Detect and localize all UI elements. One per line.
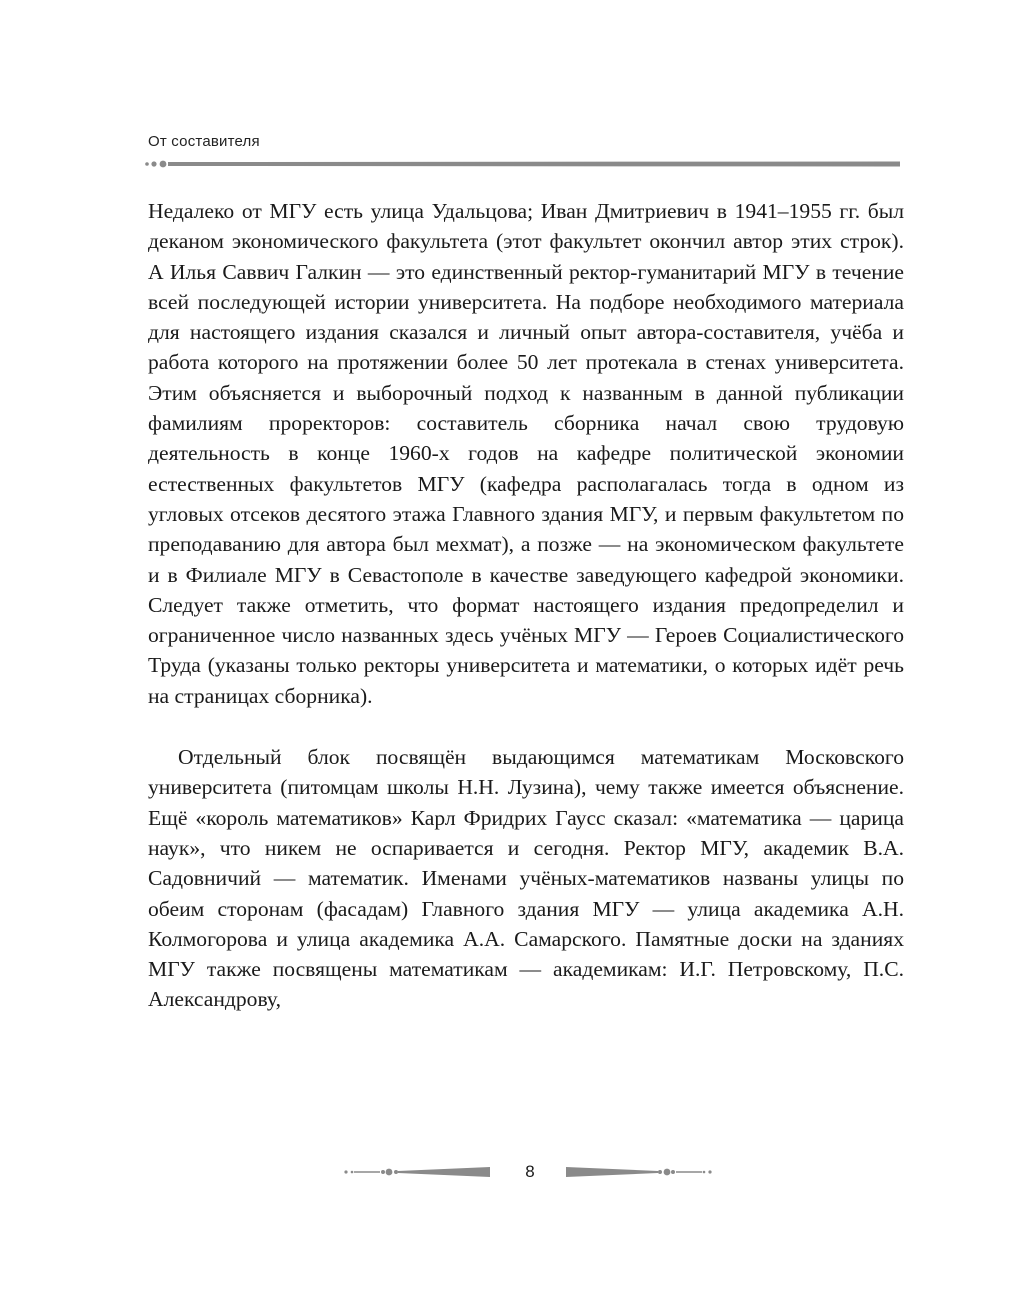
header-ornament-rule [144,156,904,172]
body-text [148,196,904,1015]
footer-ornament-left [340,1164,494,1180]
paragraph-2: Отдельный блок посвящён выдающимся математикам Московского университета (питомцам школы Н.Н. Лузина), чему также имеется объяснение. Ещё «король математиков» Карл Фридрих Гаусс сказал: «математика — царица наук», что никем не оспаривается и сегодня. Ректор МГУ, академик В.А. Садовничий — математик. Именами учёных-математиков названы улицы по обеим сторонам (фасадам) Главного здания МГУ — улица академика А.Н. Колмогорова и улица академика А.А. Самарского. Памятные доски на зданиях МГУ также посвящены математикам — академикам: И.Г. Петровскому, П.С. Александрову, [148,745,904,1012]
footer-ornament-right [562,1164,716,1180]
page-footer [340,1158,720,1188]
paragraph-1: Недалеко от МГУ есть улица Удальцова; Иван Дмитриевич в 1941–1955 гг. был деканом экономического факультета (этот факультет окончил автор этих строк). А Илья Саввич Галкин — это единственный ректор-гуманитарий МГУ в течение всей последующей истории университета. На подборе необходимого материала для настоящего издания сказался и личный опыт автора-составителя, учёба и работа которого на протяжении более 50 лет протекала в стенах университета. Этим объясняется и выборочный подход к названным в данной публикации фамилиям проректоров: составитель сборника начал свою трудовую деятельность в конце 1960-х годов на кафедре политической экономии естественных факультетов МГУ (кафедра располагалась тогда в одном из угловых отсеков десятого этажа Главного здания МГУ, и первым факультетом по преподаванию для автора был мехмат), а позже — на экономическом факультете и в Филиале МГУ в Севастополе в качестве заведующего кафедрой экономики. Следует также отметить, что формат настоящего издания предопределил и ограниченное число названных здесь учёных МГУ — Героев Социалистического Труда (указаны только ректоры университета и математики, о которых идёт речь на страницах сборника). [148,199,904,708]
page-number: 8 [525,1162,535,1181]
running-head-title: От составителя [148,133,260,150]
